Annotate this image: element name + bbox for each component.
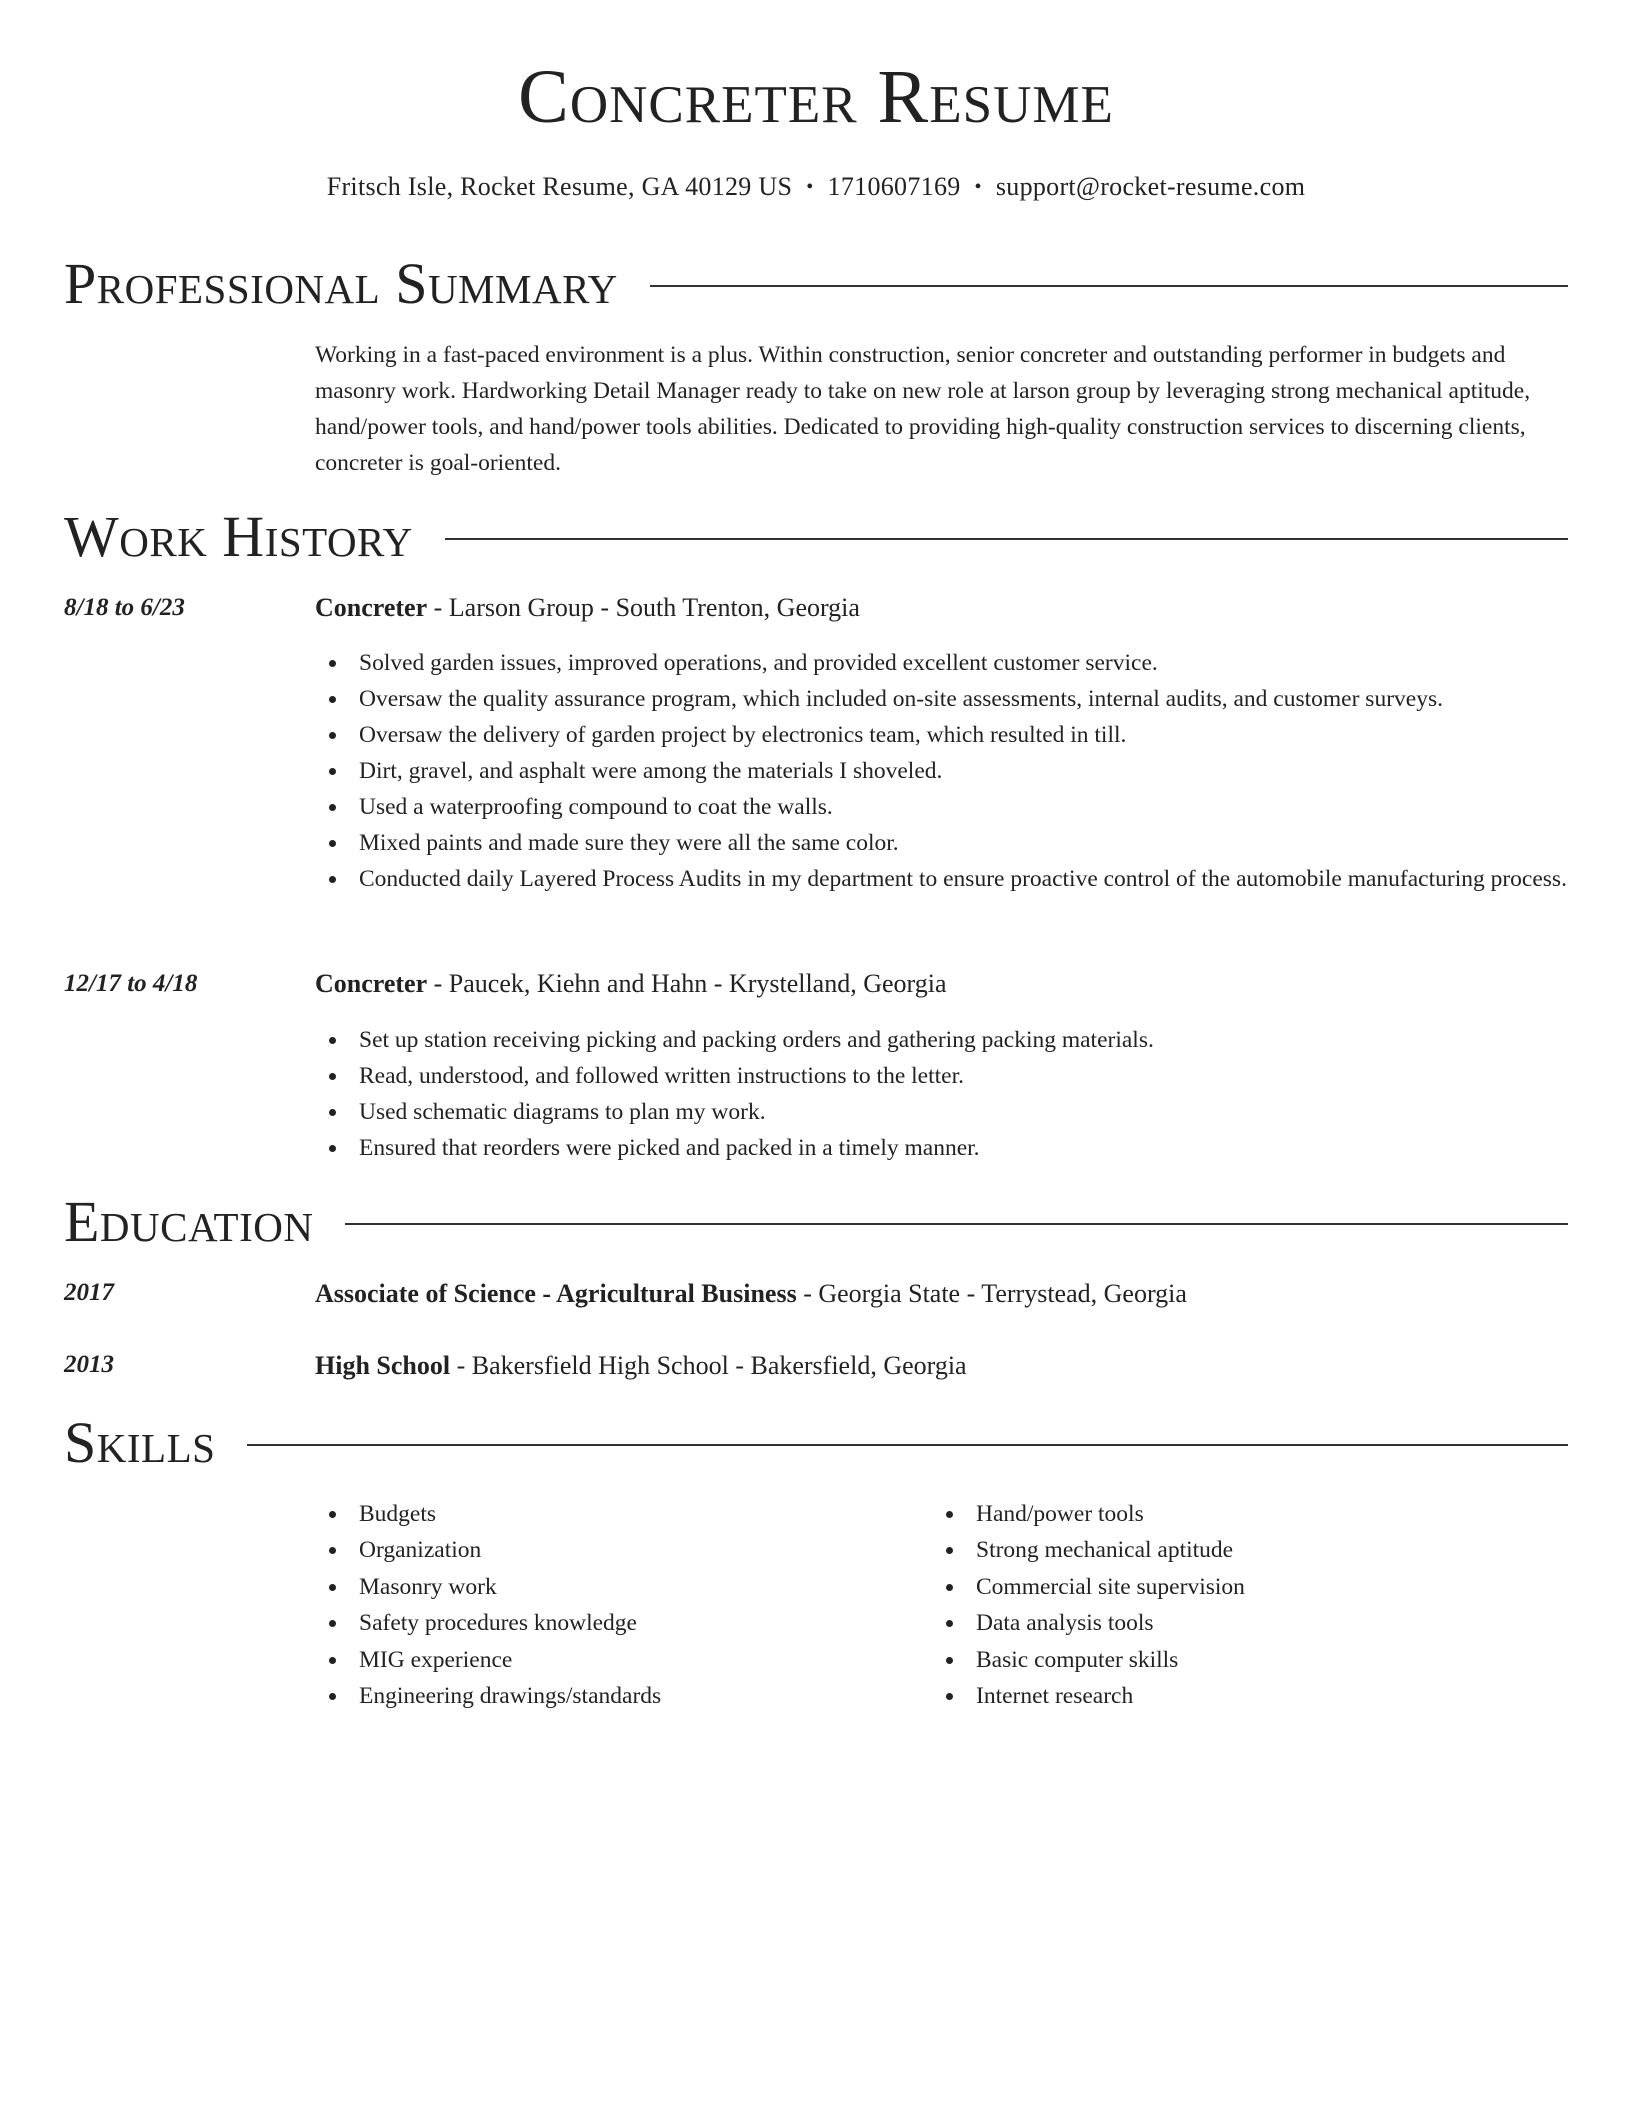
- list-item: Read, understood, and followed written instructions to the letter.: [359, 1058, 1568, 1094]
- summary-section-header: [64, 252, 1568, 316]
- skill-item: Masonry work: [359, 1569, 915, 1605]
- education-section-header: [64, 1190, 1568, 1254]
- education-details: - Georgia State - Terrystead, Georgia: [796, 1279, 1187, 1308]
- job-details: - Larson Group - South Trenton, Georgia: [427, 593, 860, 622]
- separator-dot: •: [974, 176, 982, 198]
- contact-address: Fritsch Isle, Rocket Resume, GA 40129 US: [326, 172, 793, 201]
- contact-email: support@rocket-resume.com: [995, 172, 1306, 201]
- education-degree: High School: [315, 1351, 451, 1380]
- job-dates: 8/18 to 6/23: [64, 594, 185, 621]
- job-title-line: [315, 593, 860, 623]
- education-year: 2013: [64, 1351, 114, 1378]
- list-item: Oversaw the quality assurance program, which included on-site assessments, internal audits, and customer surveys.: [359, 681, 1568, 717]
- job-dates: 12/17 to 4/18: [64, 970, 198, 997]
- education-year: 2017: [64, 1279, 114, 1306]
- skill-item: Organization: [359, 1532, 915, 1568]
- section-divider: [345, 1223, 1568, 1225]
- section-divider: [445, 538, 1568, 540]
- skills-list-left: [315, 1496, 915, 1714]
- skill-item: Budgets: [359, 1496, 915, 1532]
- skill-item: Hand/power tools: [976, 1496, 1532, 1532]
- list-item: Set up station receiving picking and packing orders and gathering packing materials.: [359, 1022, 1568, 1058]
- list-item: Oversaw the delivery of garden project by electronics team, which resulted in till.: [359, 717, 1568, 753]
- skill-item: Basic computer skills: [976, 1642, 1532, 1678]
- list-item: Solved garden issues, improved operations, and provided excellent customer service.: [359, 645, 1568, 681]
- job-role: Concreter: [315, 969, 428, 998]
- skill-item: MIG experience: [359, 1642, 915, 1678]
- list-item: Ensured that reorders were picked and packed in a timely manner.: [359, 1130, 1568, 1166]
- resume-page: [64, 0, 1568, 2112]
- work-heading: Work History: [64, 504, 413, 569]
- job-details: - Paucek, Kiehn and Hahn - Krystelland, Georgia: [427, 969, 947, 998]
- education-heading: Education: [64, 1189, 314, 1254]
- separator-dot: •: [806, 176, 814, 198]
- job-bullets: [315, 645, 1568, 897]
- job-role: Concreter: [315, 593, 428, 622]
- education-details: - Bakersfield High School - Bakersfield, Georgia: [450, 1351, 967, 1380]
- work-section-header: [64, 505, 1568, 569]
- list-item: Mixed paints and made sure they were all the same color.: [359, 825, 1568, 861]
- skill-item: Strong mechanical aptitude: [976, 1532, 1532, 1568]
- education-line: [315, 1351, 967, 1381]
- job-bullets: [315, 1022, 1568, 1166]
- summary-heading: Professional Summary: [64, 251, 618, 316]
- education-degree: Associate of Science - Agricultural Business: [315, 1279, 797, 1308]
- summary-text: Working in a fast-paced environment is a plus. Within construction, senior concreter and outstanding performer in budgets and masonry work. Hardworking Detail Manager ready to take on new role at larson group by leveraging strong mechanical aptitude, hand/power tools, and hand/power tools abilities. Dedicated to providing high-quality construction services to discerning clients, concreter is goal-oriented.: [315, 342, 1531, 476]
- list-item: Conducted daily Layered Process Audits in my department to ensure proactive control of the automobile manufacturing process.: [359, 861, 1568, 897]
- list-item: Used schematic diagrams to plan my work.: [359, 1094, 1568, 1130]
- contact-line: [0, 172, 1632, 202]
- section-divider: [650, 285, 1568, 287]
- list-item: Dirt, gravel, and asphalt were among the materials I shoveled.: [359, 753, 1568, 789]
- job-title-line: [315, 969, 947, 999]
- resume-title: Concreter Resume: [518, 55, 1114, 139]
- skill-item: Commercial site supervision: [976, 1569, 1532, 1605]
- list-item: Used a waterproofing compound to coat the walls.: [359, 789, 1568, 825]
- section-divider: [247, 1444, 1568, 1446]
- education-line: [315, 1279, 1187, 1309]
- skills-section-header: [64, 1411, 1568, 1475]
- contact-phone: 1710607169: [827, 172, 961, 201]
- skills-heading: Skills: [64, 1410, 216, 1475]
- skill-item: Engineering drawings/standards: [359, 1678, 915, 1714]
- skill-item: Data analysis tools: [976, 1605, 1532, 1641]
- skill-item: Internet research: [976, 1678, 1532, 1714]
- skill-item: Safety procedures knowledge: [359, 1605, 915, 1641]
- skills-list-right: [932, 1496, 1532, 1714]
